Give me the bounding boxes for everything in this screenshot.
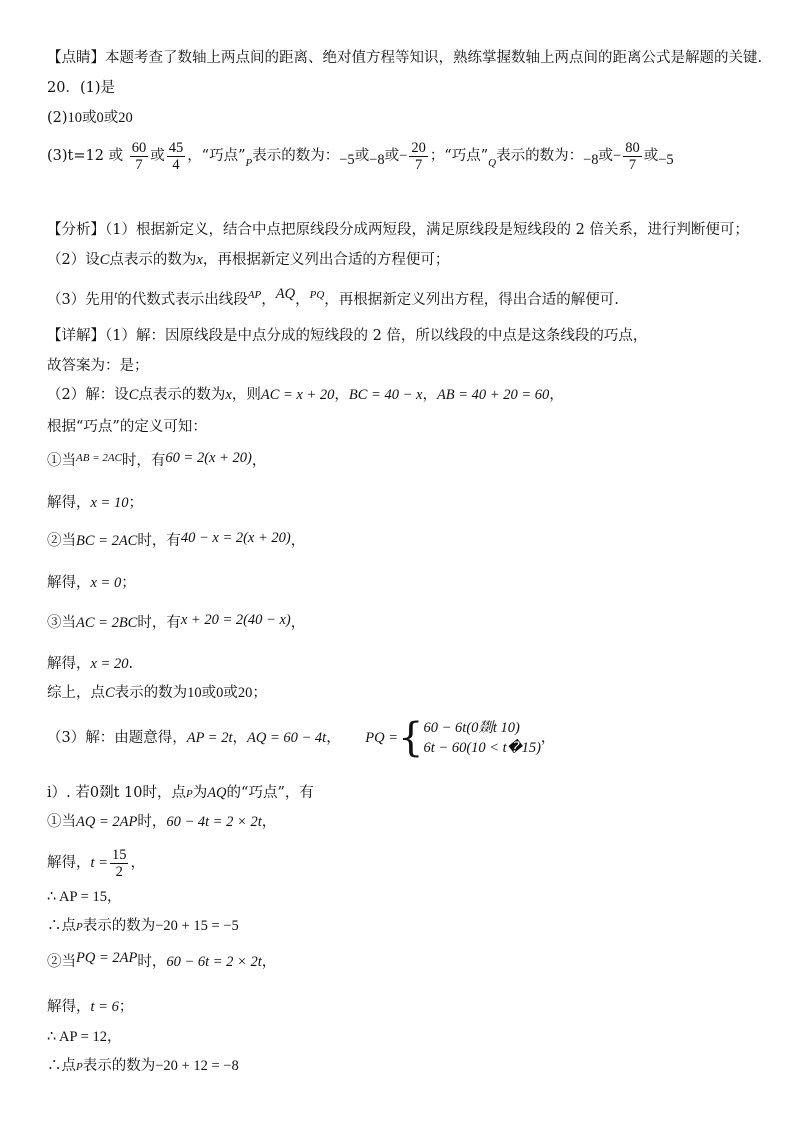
numerator: 60 <box>131 139 147 156</box>
part3-setup <box>47 716 555 760</box>
text: 时， <box>137 814 167 830</box>
text: 表示的数为： <box>496 148 584 164</box>
equation: 40 − x = 2(x + 20) <box>180 530 291 546</box>
sep: ， <box>295 292 310 308</box>
segment-aq: AQ <box>207 785 227 801</box>
text: ，则 <box>231 387 261 403</box>
text: ①当 <box>47 453 76 469</box>
sub-case-2-result <box>47 997 133 1017</box>
text: ∴点 <box>47 1058 76 1074</box>
or-text: 或 <box>82 110 97 126</box>
or-text: 或 <box>384 148 400 164</box>
sep: ， <box>261 954 277 970</box>
analysis-line-1: 【分析】（1）根据新定义，结合中点把原线段分成两短段，满足原线段是短线段的 2 倍关系，进行判断便可； <box>47 222 749 238</box>
numerator: 20 <box>411 139 426 156</box>
or-text: 或 <box>150 148 165 164</box>
var-c: C <box>128 387 139 403</box>
equation: −20 + 15 = −5 <box>155 918 239 934</box>
solution-line-1: 【详解】（1）解：因原线段是中点分成的短线段的 2 倍，所以线段的中点是这条线段的巧点， <box>47 328 648 344</box>
var-x: x <box>196 252 203 268</box>
equation: AB = 40 + 20 = 60 <box>436 387 550 403</box>
value: −5 <box>339 152 355 168</box>
sep: ， <box>261 814 277 830</box>
text: ，再根据新定义列出方程，得出合适的解便可. <box>324 292 619 308</box>
fraction <box>110 847 129 880</box>
text: ②当 <box>47 533 76 549</box>
var-p: P <box>76 1061 83 1073</box>
analysis-line-3 <box>47 284 619 310</box>
sep: ， <box>290 615 306 631</box>
equation: AC = x + 20 <box>260 387 335 403</box>
equation: x = 10 <box>90 495 129 511</box>
text: 解得， <box>47 656 91 672</box>
text: 综上，点 <box>47 685 105 701</box>
sep: ； <box>128 495 143 511</box>
text: ③当 <box>47 615 76 631</box>
denominator: 7 <box>135 156 143 173</box>
minus: − <box>613 148 622 164</box>
condition: PQ = 2AP <box>76 950 138 966</box>
or-text: 或 <box>223 685 238 701</box>
text: ∴点 <box>47 918 76 934</box>
text: ①当 <box>47 814 76 830</box>
text: 时，有 <box>121 453 166 469</box>
segment-ap: AP <box>247 289 262 301</box>
q20-answer-3 <box>47 138 674 181</box>
sub-case-1-result <box>47 844 145 882</box>
equation: 60 − 6t = 2 × 2t <box>166 954 262 970</box>
solution-line-3 <box>47 385 564 405</box>
equation: t = <box>90 855 108 871</box>
segment-pq: PQ <box>309 289 325 301</box>
solution-line-4: 根据“巧点”的定义可知： <box>47 419 207 435</box>
value: −5 <box>658 152 674 168</box>
sep: ， <box>290 533 306 549</box>
fraction <box>623 140 642 173</box>
or-text: 或 <box>354 148 370 164</box>
pq-label: PQ = <box>365 730 399 746</box>
text: 表示的数为 <box>82 1058 156 1074</box>
sep: . <box>128 656 134 672</box>
text: 解得， <box>47 575 91 591</box>
brace: { <box>398 715 424 761</box>
case-2 <box>47 528 305 551</box>
condition: AC = 2BC <box>76 615 138 631</box>
or-text: 或 <box>643 148 659 164</box>
q20-answer-2 <box>47 108 133 128</box>
text: 时，有 <box>137 615 181 631</box>
case-3-result <box>47 654 133 674</box>
var-p: P <box>185 788 193 800</box>
case-line: 6t − 60(10 < t�15) <box>423 740 541 756</box>
condition: BC = 2AC <box>76 533 138 549</box>
var-x: x <box>225 387 232 403</box>
value: 0 <box>96 110 104 126</box>
case-1-result <box>47 493 143 513</box>
text: i）. 若0剟t 10时，点 <box>47 785 186 801</box>
sep: ， <box>540 730 556 746</box>
sep: ； <box>118 999 134 1015</box>
case-3 <box>47 610 305 633</box>
var-t: t <box>114 289 118 301</box>
fraction <box>130 140 149 173</box>
label: (3)t=12 或 <box>47 148 124 164</box>
text: 表示的数为： <box>252 148 340 164</box>
case-line: 60 − 6t(0剟t 10) <box>423 720 520 736</box>
or-text: 或 <box>201 685 217 701</box>
sub-case-1 <box>47 812 276 832</box>
text: 时， <box>137 954 167 970</box>
minus: − <box>399 148 408 164</box>
numerator: 80 <box>625 139 640 156</box>
sub-case-2 <box>47 948 276 972</box>
sep: ， <box>549 387 564 403</box>
text: 解得， <box>47 999 91 1015</box>
equation: AP = 2t <box>186 730 233 746</box>
text: 点表示的数为 <box>138 387 226 403</box>
text: 时，有 <box>137 533 181 549</box>
sep: ， <box>251 453 267 469</box>
text: 表示的数为 <box>82 918 156 934</box>
text: （2）解：设 <box>47 387 129 403</box>
piecewise <box>424 718 541 758</box>
var-p: P <box>76 921 83 933</box>
condition: AB = 2AC <box>76 452 122 464</box>
sep: ， <box>326 730 341 746</box>
text: 的“巧点”，有 <box>226 785 314 801</box>
value: 10 <box>187 685 202 701</box>
text: （2）设 <box>47 252 100 268</box>
sep: ， <box>261 292 276 308</box>
denominator: 7 <box>628 156 637 173</box>
var-c: C <box>99 252 110 268</box>
equation: 60 − 4t = 2 × 2t <box>166 814 262 830</box>
or-text: 或 <box>103 110 119 126</box>
value: 0 <box>216 685 224 701</box>
equation: −20 + 12 = −8 <box>155 1058 239 1074</box>
var-c: C <box>105 685 115 701</box>
sep: ； <box>121 575 136 591</box>
sub-case-i <box>47 783 314 804</box>
equation: x = 0 <box>90 575 122 591</box>
denominator: 2 <box>115 863 123 880</box>
summary <box>47 683 267 703</box>
text: ②当 <box>47 954 76 970</box>
equation: BC = 40 − x <box>348 387 423 403</box>
equation: 60 = 2(x + 20) <box>165 450 252 466</box>
sep: ， <box>334 387 349 403</box>
point-p-value-1 <box>47 916 239 937</box>
sep: ， <box>130 855 145 871</box>
text: （3）先用 <box>47 292 115 308</box>
solution-line-2: 故答案为：是； <box>47 358 149 374</box>
text: 为 <box>192 785 208 801</box>
text: 解得， <box>47 495 91 511</box>
text: ；“巧点” <box>429 148 489 164</box>
label: (2) <box>47 110 68 126</box>
equation: x = 20 <box>90 656 129 672</box>
fraction <box>409 140 428 173</box>
value: 20 <box>118 110 133 126</box>
value: −8 <box>583 152 599 168</box>
value: 20 <box>237 685 253 701</box>
point-p-value-2 <box>47 1056 239 1077</box>
denominator: 7 <box>414 156 423 173</box>
numerator: 15 <box>111 846 127 863</box>
equation: t = 6 <box>90 999 119 1015</box>
value: −8 <box>369 152 385 168</box>
therefore-ap-12: ∴ AP = 12， <box>47 1029 122 1045</box>
text: 的代数式表示出线段 <box>117 292 248 308</box>
numerator: 45 <box>168 139 184 156</box>
value: 10 <box>67 110 83 126</box>
text: 解得， <box>47 855 91 871</box>
var-q: Q <box>488 157 497 169</box>
condition: AQ = 2AP <box>76 814 138 830</box>
var-p: P <box>245 157 253 169</box>
analysis-line-2 <box>47 250 449 270</box>
sep: ， <box>232 730 247 746</box>
note-line: 【点睛】本题考查了数轴上两点间的距离、绝对值方程等知识，熟练掌握数轴上两点间的距离公式是解题的关键. <box>47 50 763 66</box>
segment-aq: AQ <box>275 286 296 302</box>
equation: AQ = 60 − 4t <box>247 730 327 746</box>
sep: ； <box>252 685 267 701</box>
denominator: 4 <box>172 156 180 173</box>
text: ，再根据新定义列出合适的方程便可； <box>202 252 450 268</box>
sep: ， <box>422 387 437 403</box>
fraction <box>167 140 186 173</box>
case-2-result <box>47 573 136 593</box>
text: 表示的数为 <box>114 685 188 701</box>
text: （3）解：由题意得， <box>47 730 187 746</box>
case-1 <box>47 448 266 471</box>
q20-answer-1: 20．(1)是 <box>47 80 115 96</box>
equation: x + 20 = 2(40 − x) <box>180 612 291 628</box>
therefore-ap-15: ∴ AP = 15， <box>47 889 122 905</box>
text: 点表示的数为 <box>109 252 197 268</box>
or-text: 或 <box>598 148 614 164</box>
text: ，“巧点” <box>187 148 246 164</box>
